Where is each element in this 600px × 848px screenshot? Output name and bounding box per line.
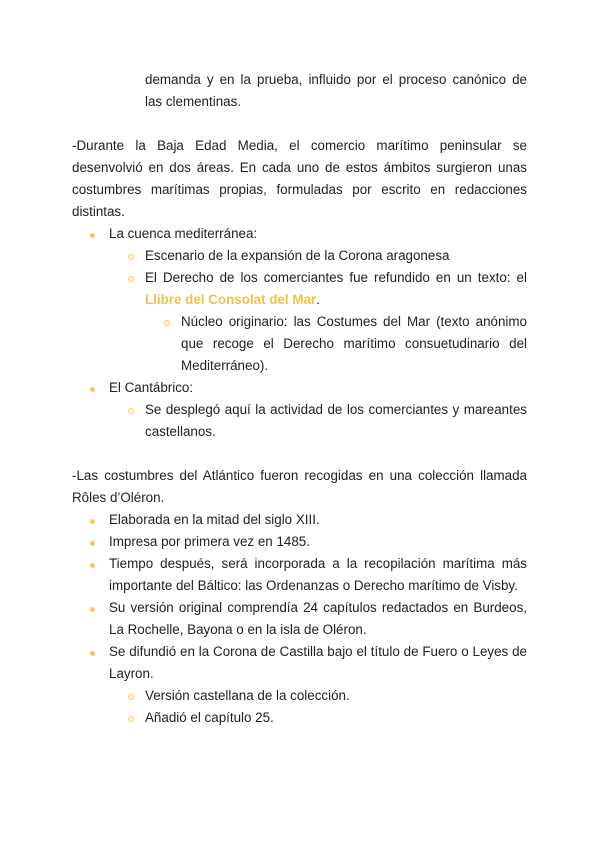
list-item: El Derecho de los comerciantes fue refundido en un texto: el (145, 270, 527, 285)
text-line: demanda y en la prueba, influido por el proceso canónico de (145, 72, 527, 87)
bullet-icon (90, 387, 95, 392)
bullet-icon (90, 541, 95, 546)
list-item: Impresa por primera vez en 1485. (109, 534, 310, 549)
bullet-icon (90, 233, 95, 238)
text-line: distintas. (72, 204, 125, 219)
circle-bullet-icon (128, 254, 134, 260)
circle-bullet-icon (128, 694, 134, 700)
list-item: Escenario de la expansión de la Corona aragonesa (145, 248, 450, 263)
text-line (145, 292, 320, 308)
text-line: que recoge el Derecho marítimo consuetudinario del (181, 336, 527, 351)
list-item: Tiempo después, será incorporada a la recopilación marítima más (109, 556, 527, 571)
list-item: Se difundió en la Corona de Castilla bajo el título de Fuero o Leyes de (109, 644, 527, 659)
circle-bullet-icon (164, 320, 170, 326)
bullet-icon (90, 607, 95, 612)
circle-bullet-icon (128, 408, 134, 414)
text-line: desenvolvió en dos áreas. En cada uno de estos ámbitos surgieron unas (72, 160, 527, 175)
list-item: Añadió el capítulo 25. (145, 710, 274, 725)
text-line: Rôles d’Oléron. (72, 490, 165, 505)
circle-bullet-icon (128, 716, 134, 722)
list-item: Núcleo originario: las Costumes del Mar (texto anónimo (181, 314, 527, 329)
text-line: -Durante la Baja Edad Media, el comercio marítimo peninsular se (72, 138, 527, 153)
circle-bullet-icon (128, 276, 134, 282)
bullet-icon (90, 563, 95, 568)
text-line: Layron. (109, 666, 154, 681)
period: . (316, 292, 320, 307)
text-line: costumbres marítimas propias, formuladas por escrito en redacciones (72, 182, 527, 197)
list-item: Elaborada en la mitad del siglo XIII. (109, 512, 320, 527)
text-line: -Las costumbres del Atlántico fueron recogidas en una colección llamada (72, 468, 527, 483)
text-line: las clementinas. (145, 94, 242, 109)
document-title-link[interactable]: Llibre del Consolat del Mar (145, 292, 317, 307)
list-item: Su versión original comprendía 24 capítulos redactados en Burdeos, (109, 600, 527, 615)
text-line: castellanos. (145, 424, 216, 439)
list-item: El Cantábrico: (109, 380, 194, 395)
list-item: La cuenca mediterránea: (109, 226, 258, 241)
text-line: Mediterráneo). (181, 358, 269, 373)
list-item: Versión castellana de la colección. (145, 688, 350, 703)
bullet-icon (90, 519, 95, 524)
bullet-icon (90, 651, 95, 656)
text-line: importante del Báltico: las Ordenanzas o Derecho marítimo de Visby. (109, 578, 518, 593)
text-line: La Rochelle, Bayona o en la isla de Oléron. (109, 622, 367, 637)
list-item: Se desplegó aquí la actividad de los comerciantes y mareantes (145, 402, 527, 417)
